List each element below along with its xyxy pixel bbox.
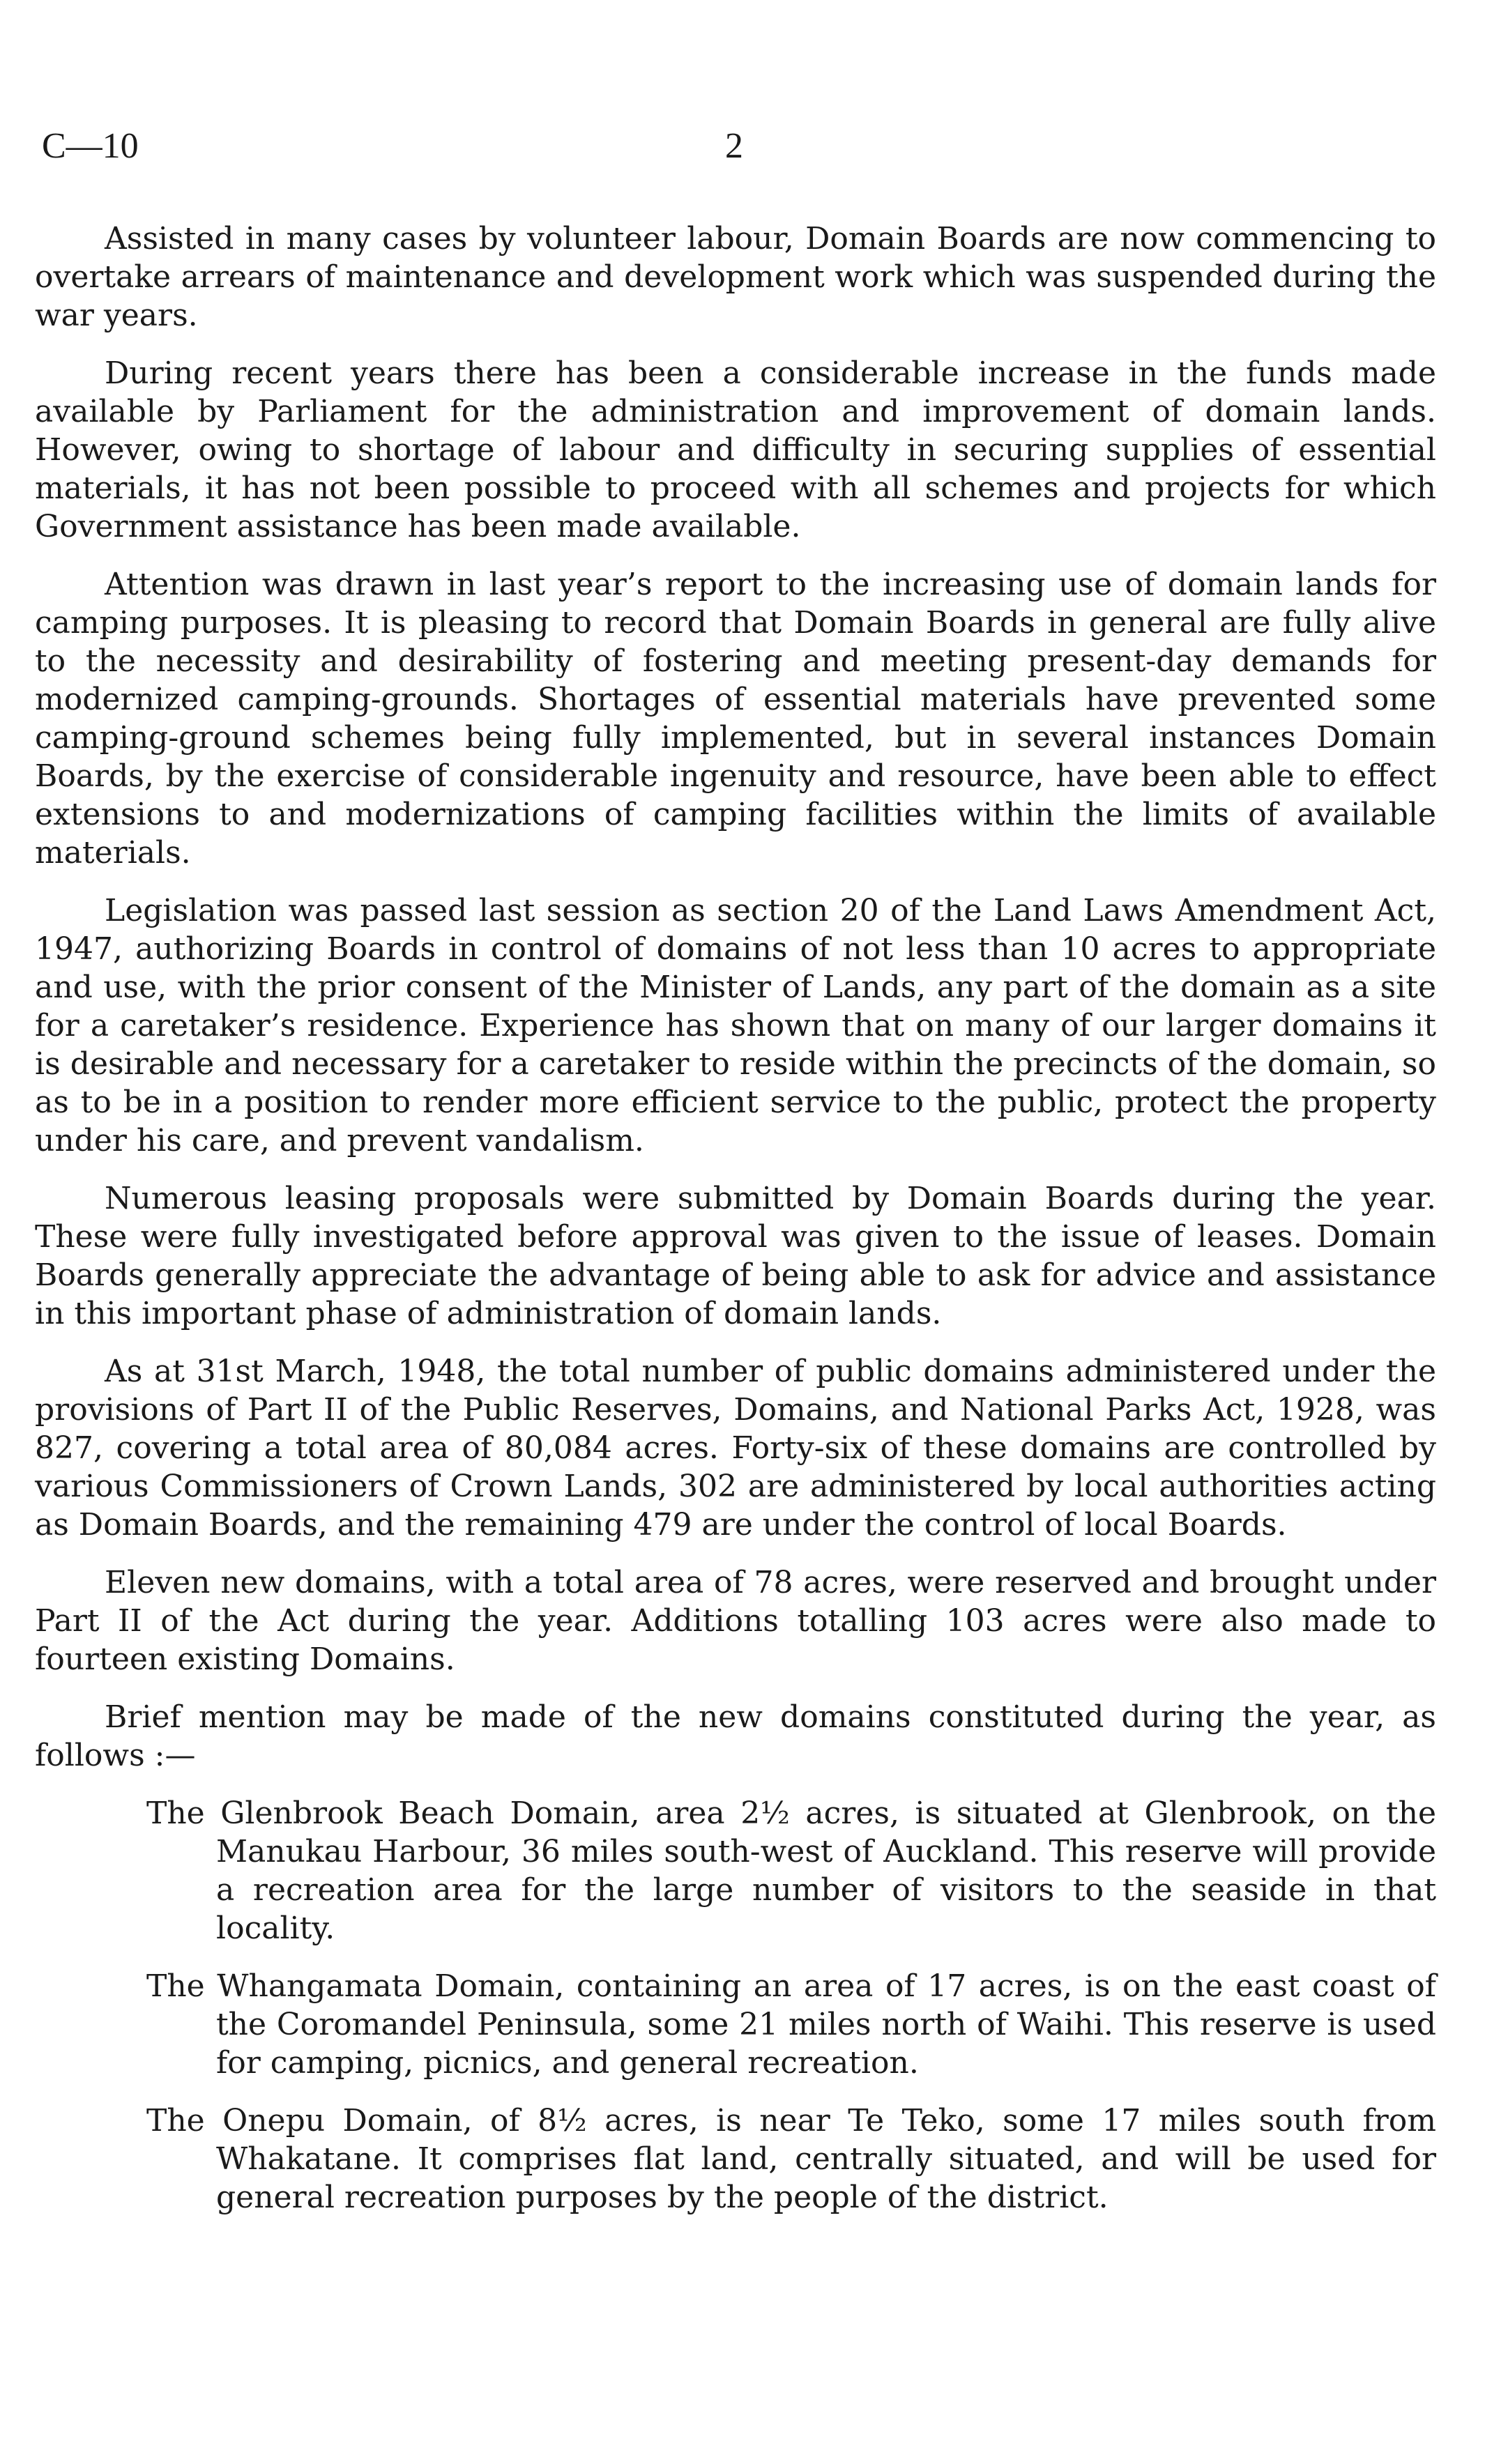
paragraph-legislation: Legislation was passed last session as section 20 of the Land Laws Amendment Act, 1947, authorizing Boards in control of domains of not less than 10 acres to appropriate and use, with the prior consent of the Minister of Lands, any part of the domain as a site for a caretaker’s residence. Experience has shown that on many of our larger domains it is desirable and necessary for a caretaker to reside within the precincts of the domain, so as to be in a position to render more efficient service to the public, protect the property under his care, and prevent vandalism. [35,893,1436,1158]
paragraph-funds: During recent years there has been a considerable increase in the funds made available by Parliament for the administration and improvement of domain lands. However, owing to shortage of labour and difficulty in securing supplies of essential materials, it has not been possible to proceed with all schemes and projects for which Government assistance has been made available. [35,355,1436,544]
paragraph-leasing: Numerous leasing proposals were submitted by Domain Boards during the year. These were fully investigated before approval was given to the issue of leases. Domain Boards generally appreciate the advantage of being able to ask for advice and assistance in this important phase of administration of domain lands. [35,1181,1436,1331]
paragraph-volunteer-labour: Assisted in many cases by volunteer labour, Domain Boards are now commencing to overtake arrears of maintenance and development work which was suspended during the war years. [35,221,1436,333]
page-header [42,125,1436,181]
paragraph-new-domains: Eleven new domains, with a total area of 78 acres, were reserved and brought under Part II of the Act during the year. Additions totalling 103 acres were also made to fourteen existing Domains. [35,1565,1436,1677]
list-item-glenbrook: The Glenbrook Beach Domain, area 2½ acres, is situated at Glenbrook, on the Manukau Harbour, 36 miles south-west of Auckland. This reserve will provide a recreation area for the large number of visitors to the seaside in that locality. [146,1796,1436,1946]
paragraph-domain-totals: As at 31st March, 1948, the total number of public domains administered under the provisions of Part II of the Public Reserves, Domains, and National Parks Act, 1928, was 827, covering a total area of 80,084 acres. Forty-six of these domains are controlled by various Commissioners of Crown Lands, 302 are administered by local authorities acting as Domain Boards, and the remaining 479 are under the control of local Boards. [35,1354,1436,1543]
document-code: C—10 [42,126,139,166]
list-item-whangamata: The Whangamata Domain, containing an area of 17 acres, is on the east coast of the Coromandel Peninsula, some 21 miles north of Waihi. This reserve is used for camping, picnics, and general recreation. [146,1968,1436,2081]
document-body [35,220,1436,2236]
list-item-onepu: The Onepu Domain, of 8½ acres, is near Te Teko, some 17 miles south from Whakatane. It comprises flat land, centrally situated, and will be used for general recreation purposes by the people of the district. [146,2103,1436,2215]
paragraph-brief-mention: Brief mention may be made of the new domains constituted during the year, as follows :— [35,1699,1436,1773]
page-number: 2 [725,126,743,166]
paragraph-camping: Attention was drawn in last year’s report to the increasing use of domain lands for camping purposes. It is pleasing to record that Domain Boards in general are fully alive to the necessity and desirability of fostering and meeting present-day demands for modernized camping-grounds. Shortages of essential materials have prevented some camping-ground schemes being fully implemented, but in several instances Domain Boards, by the exercise of considerable ingenuity and resource, have been able to effect extensions to and modernizations of camping facilities within the limits of available materials. [35,567,1436,871]
